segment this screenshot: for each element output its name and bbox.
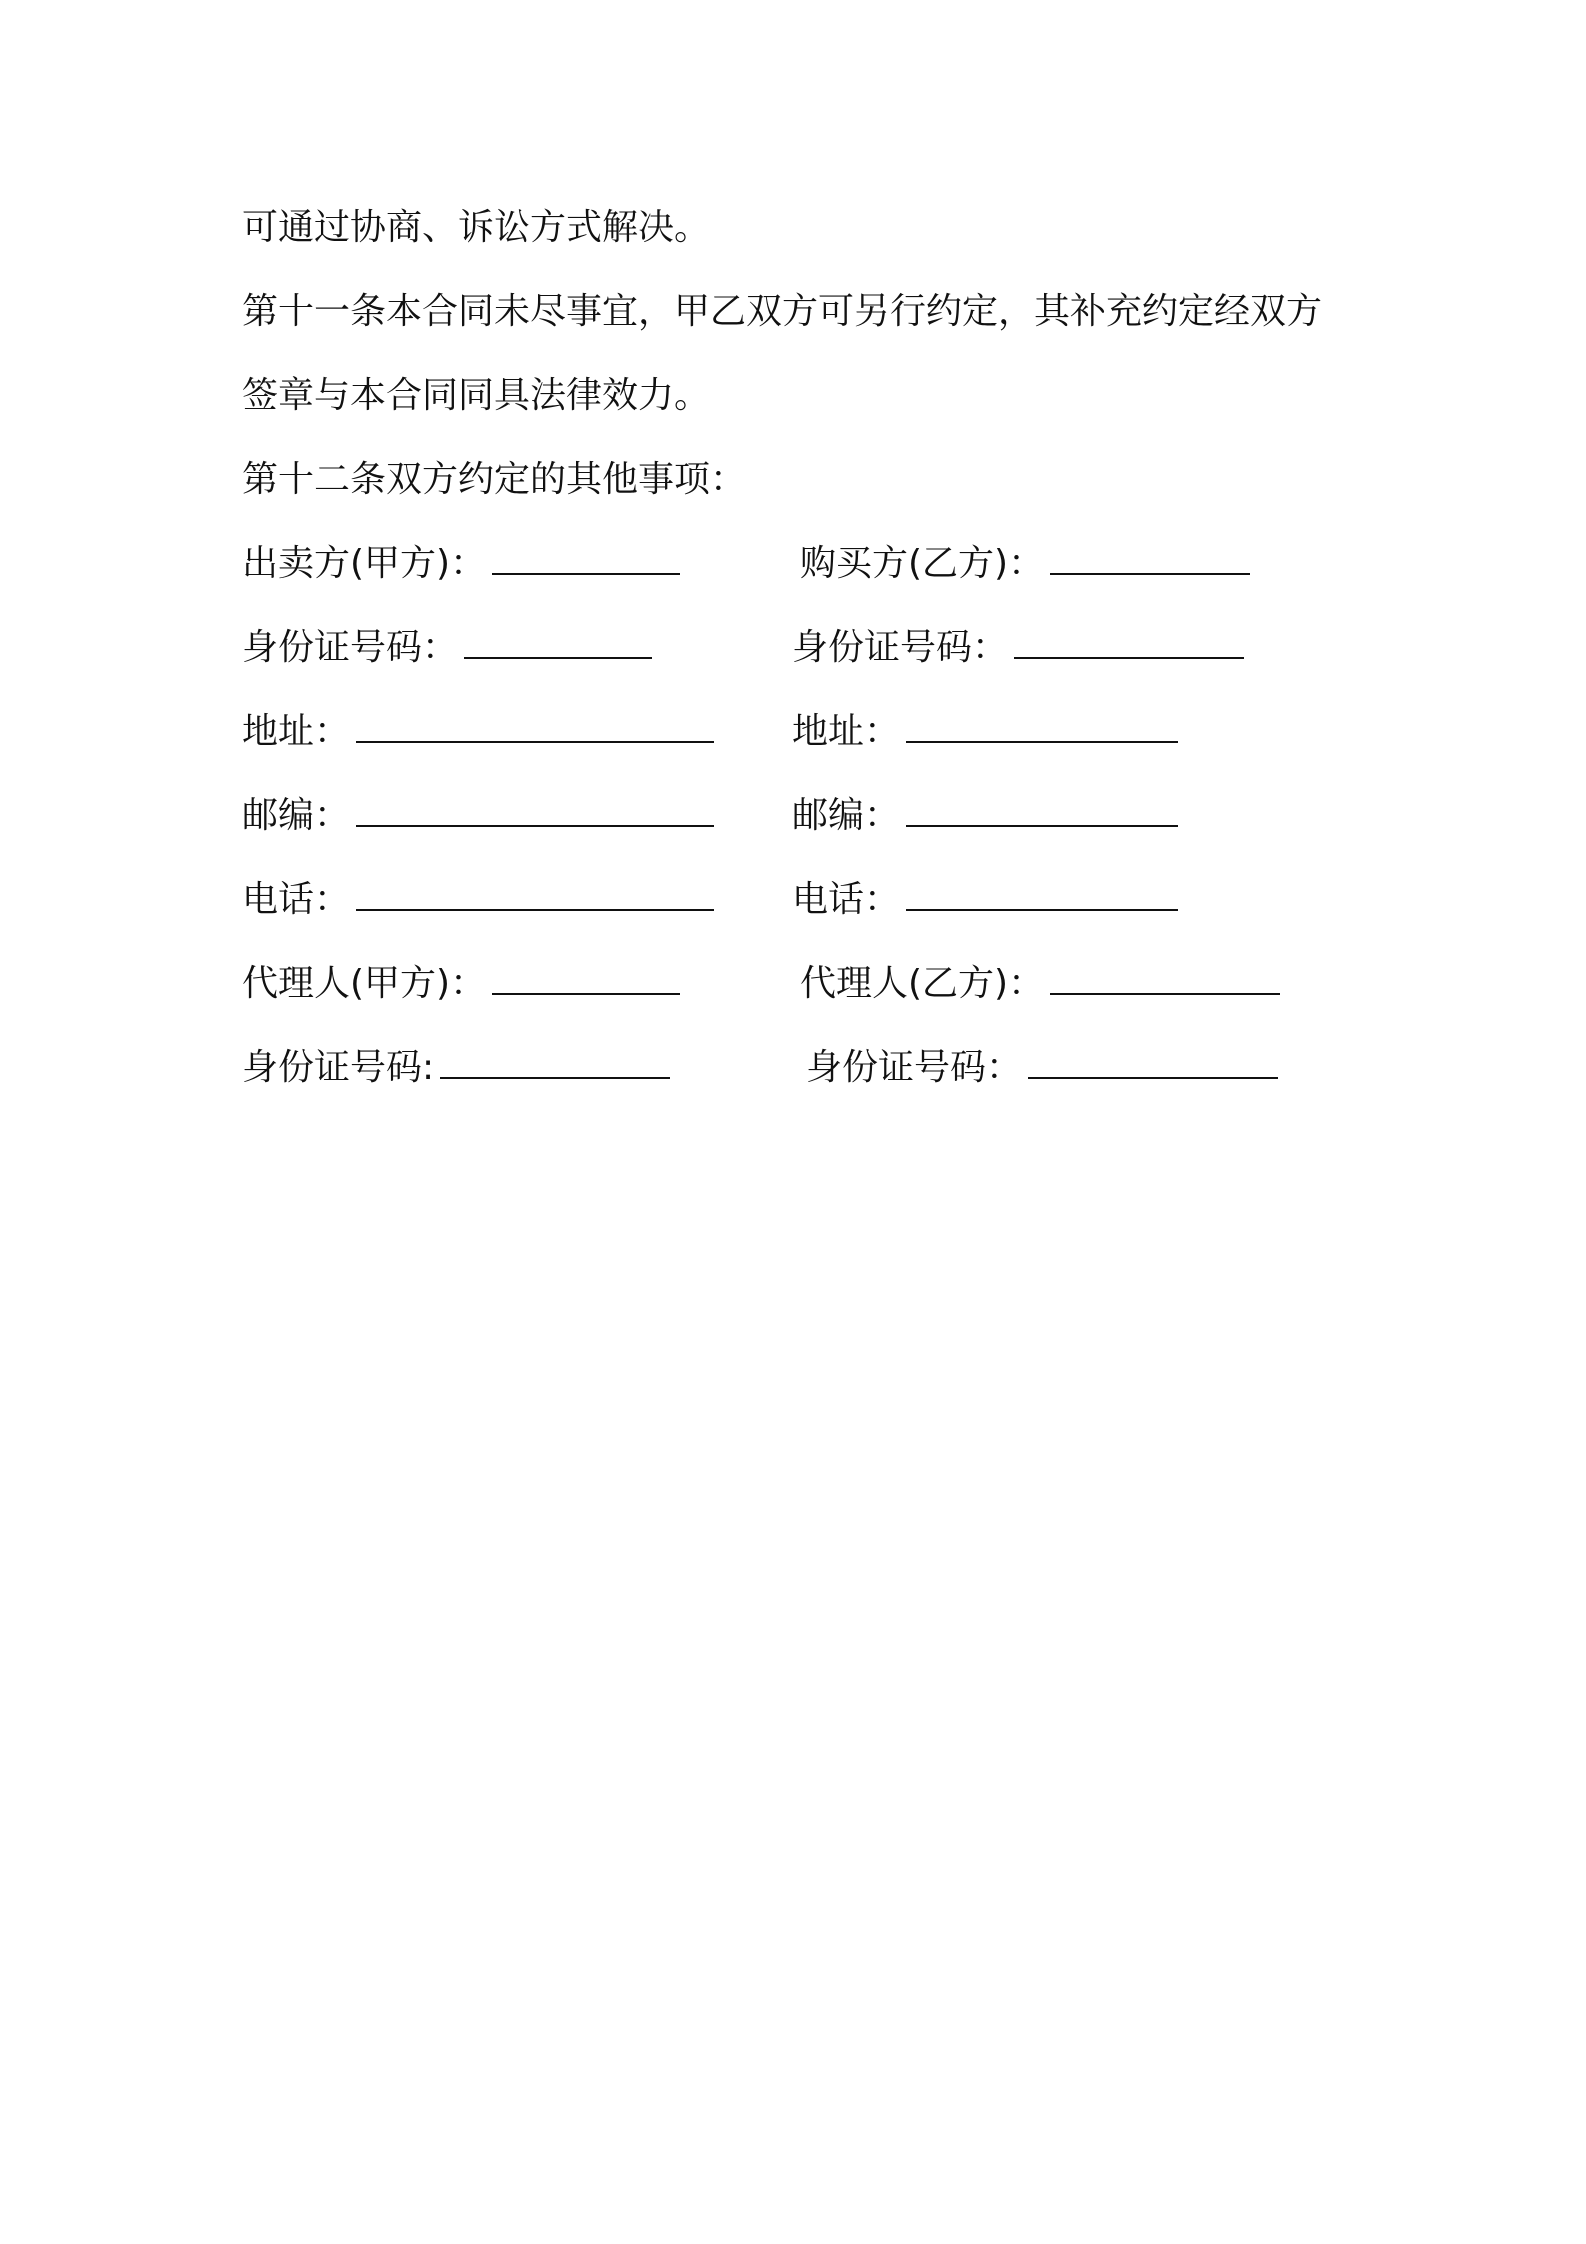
seller-id-label: 身份证号码： bbox=[242, 627, 459, 668]
seller-address-field bbox=[242, 708, 714, 756]
buyer-postcode-label: 邮编： bbox=[792, 795, 901, 836]
seller-id-blank bbox=[464, 627, 652, 659]
buyer-phone-label: 电话： bbox=[792, 879, 901, 920]
seller-agent-id-blank bbox=[440, 1047, 670, 1079]
buyer-field bbox=[800, 540, 1250, 588]
buyer-id-field bbox=[792, 624, 1244, 672]
buyer-phone-blank bbox=[906, 879, 1178, 911]
paragraph-article-11-line2: 签章与本合同同具法律效力。 bbox=[242, 375, 711, 416]
buyer-agent-id-field bbox=[806, 1044, 1278, 1092]
seller-agent-id-field bbox=[242, 1044, 670, 1092]
paragraph-article-12: 第十二条双方约定的其他事项： bbox=[242, 459, 747, 500]
seller-postcode-field bbox=[242, 792, 714, 840]
seller-agent-blank bbox=[492, 963, 680, 995]
buyer-phone-field bbox=[792, 876, 1178, 924]
buyer-agent-id-blank bbox=[1028, 1047, 1278, 1079]
seller-postcode-blank bbox=[356, 795, 714, 827]
buyer-label: 购买方(乙方)： bbox=[800, 543, 1045, 584]
paragraph-dispute-resolution: 可通过协商、诉讼方式解决。 bbox=[242, 207, 711, 248]
buyer-address-label: 地址： bbox=[792, 711, 901, 752]
buyer-id-label: 身份证号码： bbox=[792, 627, 1009, 668]
paragraph-article-11-line1: 第十一条本合同未尽事宜，甲乙双方可另行约定，其补充约定经双方 bbox=[242, 291, 1323, 332]
seller-phone-field bbox=[242, 876, 714, 924]
seller-phone-blank bbox=[356, 879, 714, 911]
buyer-blank bbox=[1050, 543, 1250, 575]
seller-blank bbox=[492, 543, 680, 575]
seller-address-blank bbox=[356, 711, 714, 743]
seller-label: 出卖方(甲方)： bbox=[242, 543, 487, 584]
buyer-address-field bbox=[792, 708, 1178, 756]
buyer-agent-id-label: 身份证号码： bbox=[806, 1047, 1023, 1088]
buyer-agent-blank bbox=[1050, 963, 1280, 995]
buyer-postcode-blank bbox=[906, 795, 1178, 827]
seller-agent-id-label: 身份证号码: bbox=[242, 1047, 435, 1088]
buyer-address-blank bbox=[906, 711, 1178, 743]
buyer-id-blank bbox=[1014, 627, 1244, 659]
buyer-agent-label: 代理人(乙方)： bbox=[800, 963, 1045, 1004]
seller-field bbox=[242, 540, 680, 588]
seller-postcode-label: 邮编： bbox=[242, 795, 351, 836]
seller-agent-label: 代理人(甲方)： bbox=[242, 963, 487, 1004]
seller-id-field bbox=[242, 624, 652, 672]
seller-phone-label: 电话： bbox=[242, 879, 351, 920]
seller-address-label: 地址： bbox=[242, 711, 351, 752]
seller-agent-field bbox=[242, 960, 680, 1008]
buyer-postcode-field bbox=[792, 792, 1178, 840]
buyer-agent-field bbox=[800, 960, 1280, 1008]
